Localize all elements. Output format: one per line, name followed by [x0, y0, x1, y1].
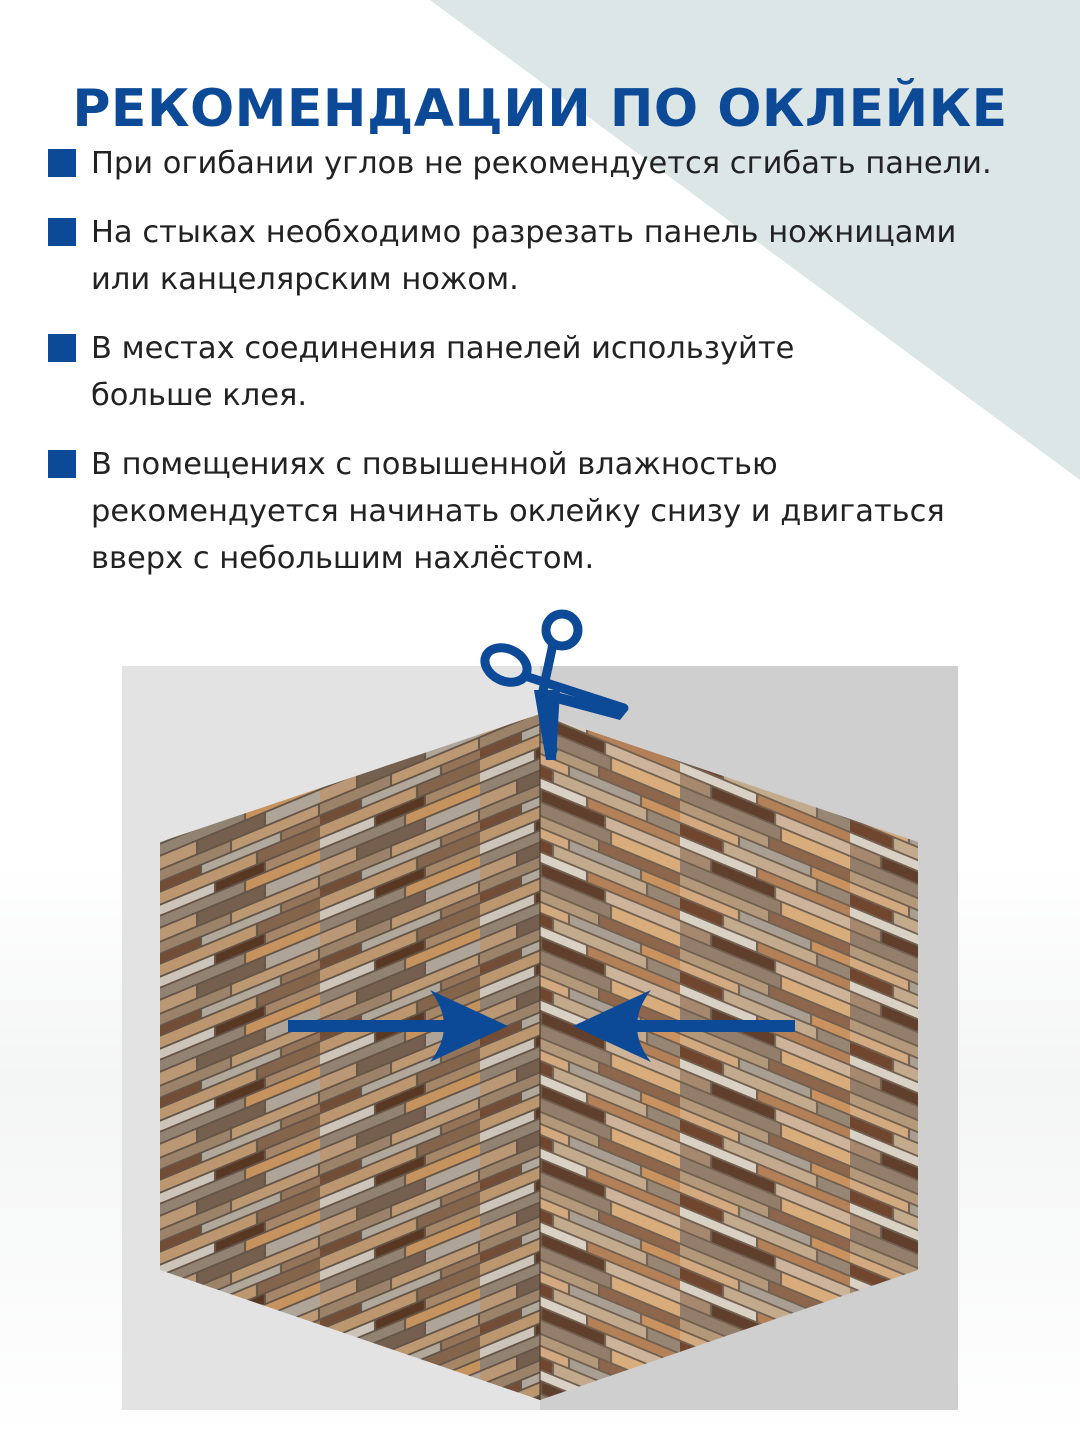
tip-item — [48, 140, 1058, 187]
tip-text: При огибании углов не рекомендуется сгибать панели. — [91, 146, 992, 181]
square-bullet-icon — [48, 334, 76, 362]
tip-item — [48, 209, 1058, 303]
corner-panel-illustration — [0, 600, 1080, 1440]
tip-text: В местах соединения панелей используйте больше клея. — [91, 331, 795, 413]
page-title: РЕКОМЕНДАЦИИ ПО ОКЛЕЙКЕ — [72, 78, 1008, 139]
square-bullet-icon — [48, 218, 76, 246]
tips-list — [48, 140, 1058, 582]
tip-text: В помещениях с повышенной влажностью рекомендуется начинать оклейку снизу и двигаться вверх с небольшим нахлёстом. — [91, 447, 945, 576]
square-bullet-icon — [48, 450, 76, 478]
square-bullet-icon — [48, 149, 76, 177]
tip-item — [48, 441, 1058, 582]
tip-item — [48, 325, 1058, 419]
tip-text: На стыках необходимо разрезать панель ножницами или канцелярским ножом. — [91, 215, 957, 297]
